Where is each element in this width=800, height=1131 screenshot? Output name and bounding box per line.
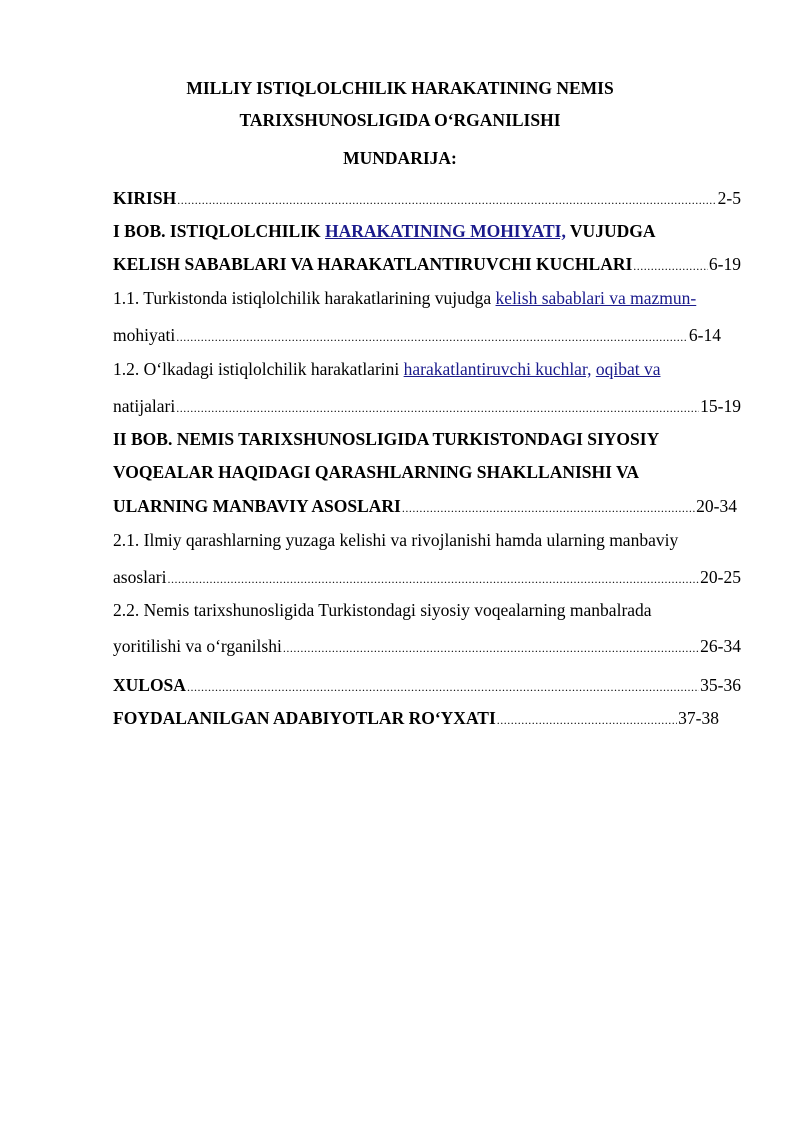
toc-entry-bibliography[interactable] <box>113 706 719 732</box>
toc-chapter1-pages: 6-19 <box>708 254 741 274</box>
toc-chapter1-text-a: I BOB. ISTIQLOLCHILIK <box>113 221 326 241</box>
toc-chapter1-link[interactable]: HARAKATINING MOHIYATI, <box>325 221 566 241</box>
toc-section2-1-line-2: asoslari <box>113 567 167 587</box>
dot-leader <box>176 394 699 420</box>
toc-chapter2-line-3: ULARNING MANBAVIY ASOSLARI <box>113 496 401 516</box>
dot-leader <box>187 673 699 699</box>
toc-section1-1-text: 1.1. Turkistonda istiqlolchilik harakatlarining vujudga <box>113 288 496 308</box>
dot-leader <box>167 565 699 591</box>
dot-leader <box>402 494 695 520</box>
toc-intro-label: KIRISH <box>113 188 177 208</box>
toc-section1-1-pages: 6-14 <box>688 325 721 345</box>
toc-section2-2-pages: 26-34 <box>700 636 741 656</box>
toc-entry-conclusion[interactable] <box>113 673 741 699</box>
toc-section2-1-pages: 20-25 <box>700 567 741 587</box>
dot-leader <box>177 186 716 212</box>
dot-leader <box>176 323 688 349</box>
toc-entry-section1-1[interactable] <box>113 323 721 349</box>
toc-chapter1-text-b: VUJUDGA <box>565 221 656 241</box>
toc-entry-intro[interactable] <box>113 186 741 212</box>
toc-section1-2-link-2[interactable]: oqibat va <box>595 359 661 379</box>
toc-section1-2-link-1[interactable]: harakatlantiruvchi kuchlar, <box>403 359 592 379</box>
toc-section1-2-pages: 15-19 <box>700 396 741 416</box>
toc-section1-1-line-2: mohiyati <box>113 325 176 345</box>
toc-entry-chapter1[interactable] <box>113 252 741 278</box>
dot-leader <box>497 706 677 732</box>
toc-chapter2-pages: 20-34 <box>696 496 737 516</box>
contents-heading: MUNDARIJA: <box>343 148 457 168</box>
toc-entry-section2-2[interactable] <box>113 634 741 660</box>
toc-entry-section2-1[interactable] <box>113 565 741 591</box>
toc-section1-1-link[interactable]: kelish sabablari va mazmun- <box>495 288 697 308</box>
toc-conclusion-pages: 35-36 <box>700 675 741 695</box>
dot-leader <box>633 252 708 278</box>
toc-chapter2-line-1: II BOB. NEMIS TARIXSHUNOSLIGIDA TURKISTONDAGI SIYOSIY <box>113 429 660 449</box>
toc-bibliography-pages: 37-38 <box>678 708 719 728</box>
toc-section1-2-line-1 <box>113 357 741 381</box>
toc-section1-2-text: 1.2. O‘lkadagi istiqlolchilik harakatlarini <box>113 359 404 379</box>
toc-bibliography-label: FOYDALANILGAN ADABIYOTLAR RO‘YXATI <box>113 708 496 728</box>
toc-intro-pages: 2-5 <box>717 188 741 208</box>
toc-section1-1-line-1 <box>113 286 741 310</box>
toc-section1-2-line-2: natijalari <box>113 396 176 416</box>
toc-section2-2-line-1: 2.2. Nemis tarixshunosligida Turkistondagi siyosiy voqealarning manbalrada <box>113 600 652 620</box>
toc-chapter1-line-2: KELISH SABABLARI VA HARAKATLANTIRUVCHI KUCHLARI <box>113 254 633 274</box>
dot-leader <box>283 634 699 660</box>
document-title-line-1: MILLIY ISTIQLOLCHILIK HARAKATINING NEMIS <box>186 78 614 98</box>
toc-section2-1-line-1: 2.1. Ilmiy qarashlarning yuzaga kelishi va rivojlanishi hamda ularning manbaviy <box>113 530 679 550</box>
toc-entry-chapter2[interactable] <box>113 494 737 520</box>
toc-conclusion-label: XULOSA <box>113 675 186 695</box>
toc-chapter1-line-1 <box>113 219 741 243</box>
document-title-line-2: TARIXSHUNOSLIGIDA O‘RGANILISHI <box>239 110 561 130</box>
toc-chapter2-line-2: VOQEALAR HAQIDAGI QARASHLARNING SHAKLLANISHI VA <box>113 462 640 482</box>
toc-section2-2-line-2: yoritilishi va o‘rganilshi <box>113 636 282 656</box>
toc-entry-section1-2[interactable] <box>113 394 741 420</box>
